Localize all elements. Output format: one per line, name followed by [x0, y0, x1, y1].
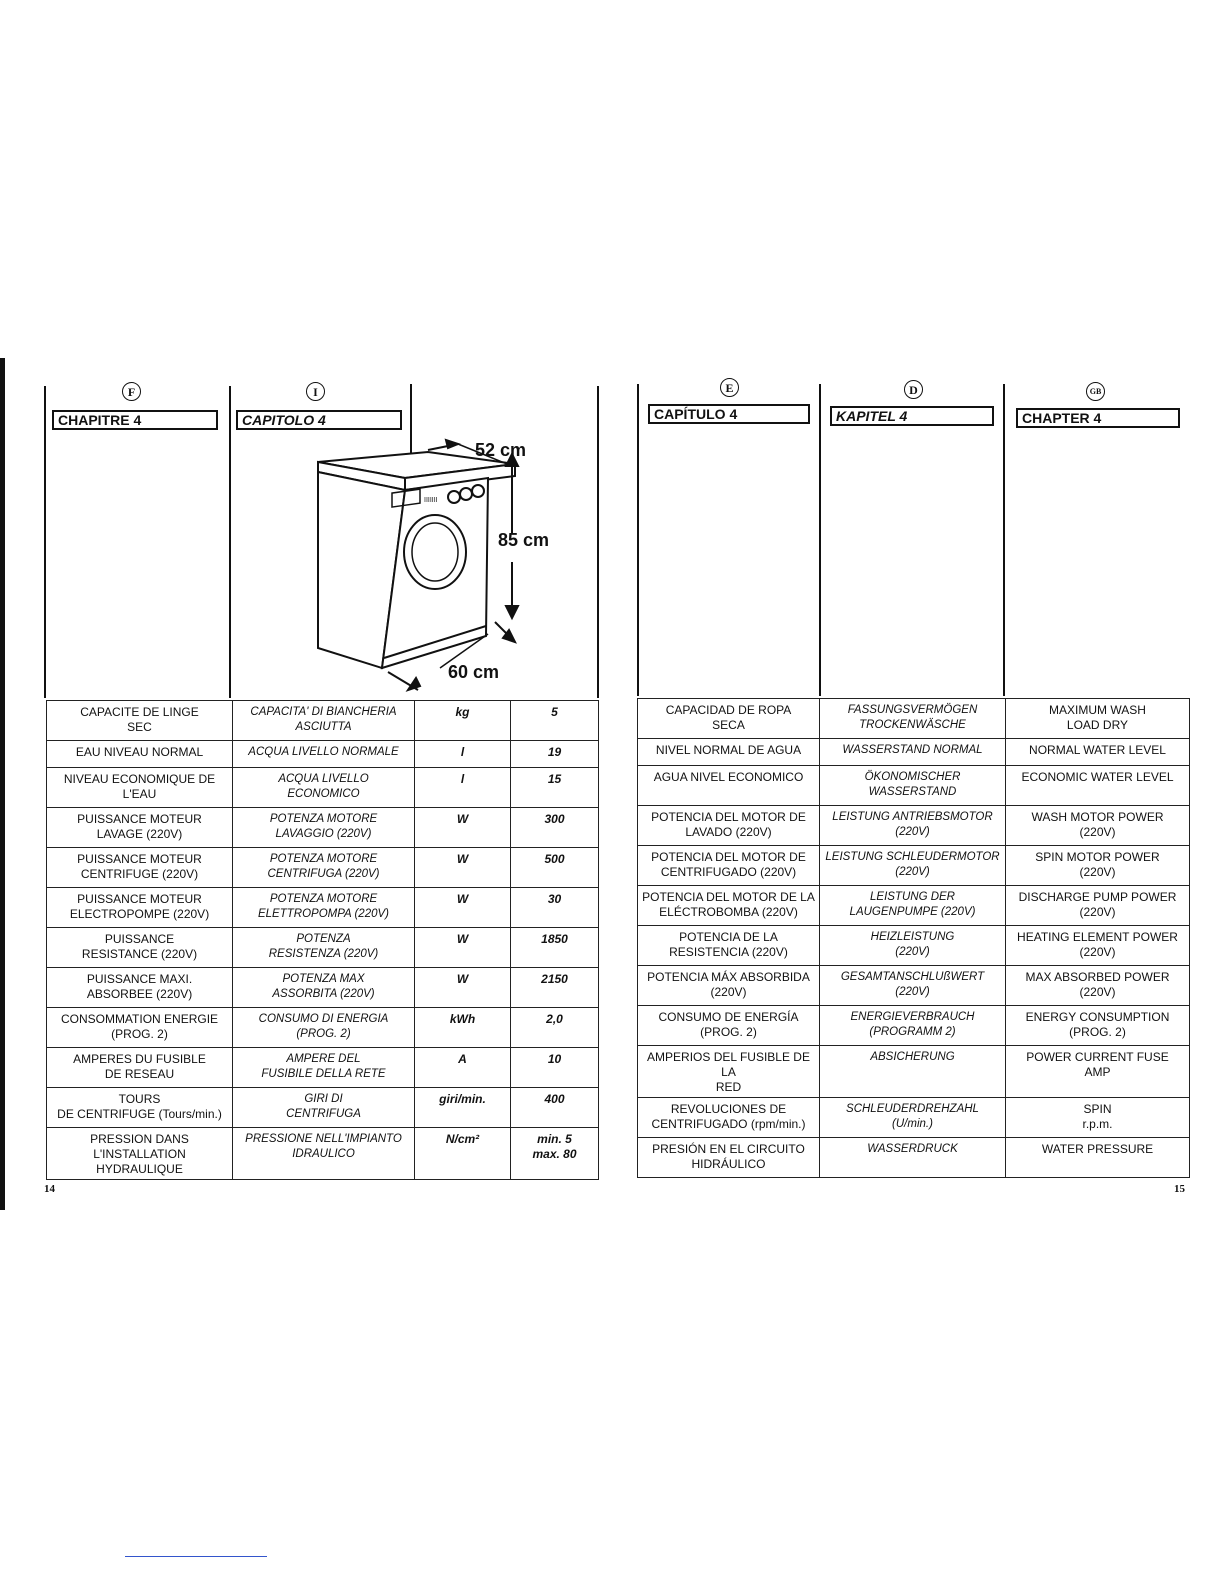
table-row — [638, 739, 1190, 766]
column-divider — [597, 386, 599, 698]
spec-label-en: WATER PRESSURE — [1006, 1138, 1190, 1178]
spec-label-de: ABSICHERUNG — [820, 1046, 1006, 1098]
table-row — [47, 848, 599, 888]
spec-label-de: ENERGIEVERBRAUCH (PROGRAMM 2) — [820, 1006, 1006, 1046]
column-divider — [819, 384, 821, 696]
spec-label-es: POTENCIA DE LA RESISTENCIA (220V) — [638, 926, 820, 966]
spec-label-fr: CONSOMMATION ENERGIE (PROG. 2) — [47, 1008, 233, 1048]
spec-label-es: AMPERIOS DEL FUSIBLE DE LA RED — [638, 1046, 820, 1098]
spec-label-de: LEISTUNG SCHLEUDERMOTOR (220V) — [820, 846, 1006, 886]
spec-label-de: LEISTUNG DER LAUGENPUMPE (220V) — [820, 886, 1006, 926]
spec-label-en: HEATING ELEMENT POWER (220V) — [1006, 926, 1190, 966]
chapter-title-gb: CHAPTER 4 — [1016, 408, 1180, 428]
spec-value: 2,0 — [511, 1008, 599, 1048]
spec-unit: W — [415, 928, 511, 968]
spec-value: 300 — [511, 808, 599, 848]
lang-badge-it: I — [306, 382, 325, 401]
spec-label-fr: PUISSANCE MOTEUR LAVAGE (220V) — [47, 808, 233, 848]
spec-label-fr: NIVEAU ECONOMIQUE DE L'EAU — [47, 768, 233, 808]
spec-label-fr: PUISSANCE MAXI. ABSORBEE (220V) — [47, 968, 233, 1008]
spec-label-en: ECONOMIC WATER LEVEL — [1006, 766, 1190, 806]
spec-label-it: POTENZA RESISTENZA (220V) — [233, 928, 415, 968]
table-row — [47, 888, 599, 928]
page-number-right: 15 — [1174, 1183, 1185, 1195]
spec-label-de: HEIZLEISTUNG (220V) — [820, 926, 1006, 966]
spec-label-it: CONSUMO DI ENERGIA (PROG. 2) — [233, 1008, 415, 1048]
spec-label-en: POWER CURRENT FUSE AMP — [1006, 1046, 1190, 1098]
spec-unit: W — [415, 968, 511, 1008]
spec-label-en: DISCHARGE PUMP POWER (220V) — [1006, 886, 1190, 926]
spec-label-de: LEISTUNG ANTRIEBSMOTOR (220V) — [820, 806, 1006, 846]
spec-label-en: MAX ABSORBED POWER (220V) — [1006, 966, 1190, 1006]
spec-value: 30 — [511, 888, 599, 928]
spec-unit: kg — [415, 701, 511, 741]
footer-link-underline — [125, 1556, 267, 1557]
spec-label-de: WASSERDRUCK — [820, 1138, 1006, 1178]
spec-label-it: ACQUA LIVELLO NORMALE — [233, 741, 415, 768]
spec-label-it: GIRI DI CENTRIFUGA — [233, 1088, 415, 1128]
spec-unit: A — [415, 1048, 511, 1088]
spec-value: 5 — [511, 701, 599, 741]
table-row — [638, 926, 1190, 966]
table-row — [638, 1098, 1190, 1138]
table-row — [47, 1088, 599, 1128]
page-edge-bar — [0, 358, 5, 1210]
spec-label-en: NORMAL WATER LEVEL — [1006, 739, 1190, 766]
control-panel-label: IIIIIII — [424, 497, 438, 504]
lang-badge-gb: GB — [1086, 382, 1105, 401]
spec-label-de: SCHLEUDERDREHZAHL (U/min.) — [820, 1098, 1006, 1138]
table-row — [47, 928, 599, 968]
spec-value: 500 — [511, 848, 599, 888]
spec-label-fr: PRESSION DANS L'INSTALLATION HYDRAULIQUE — [47, 1128, 233, 1180]
spec-value: min. 5 max. 80 — [511, 1128, 599, 1180]
table-row — [47, 1048, 599, 1088]
dimension-depth-label: 52 cm — [475, 440, 527, 460]
spec-label-en: MAXIMUM WASH LOAD DRY — [1006, 699, 1190, 739]
spec-label-de: ÖKONOMISCHER WASSERSTAND — [820, 766, 1006, 806]
spec-unit: W — [415, 808, 511, 848]
spec-label-de: GESAMTANSCHLUßWERT (220V) — [820, 966, 1006, 1006]
spec-label-fr: PUISSANCE MOTEUR CENTRIFUGE (220V) — [47, 848, 233, 888]
lang-badge-fr: F — [122, 382, 141, 401]
table-row — [638, 1138, 1190, 1178]
table-row — [638, 699, 1190, 739]
spec-unit: kWh — [415, 1008, 511, 1048]
spec-label-es: PRESIÓN EN EL CIRCUITO HIDRÁULICO — [638, 1138, 820, 1178]
spec-label-de: FASSUNGSVERMÖGEN TROCKENWÄSCHE — [820, 699, 1006, 739]
spec-label-it: ACQUA LIVELLO ECONOMICO — [233, 768, 415, 808]
spec-label-en: WASH MOTOR POWER (220V) — [1006, 806, 1190, 846]
spec-value: 19 — [511, 741, 599, 768]
spec-label-it: POTENZA MOTORE ELETTROPOMPA (220V) — [233, 888, 415, 928]
spec-label-it: PRESSIONE NELL'IMPIANTO IDRAULICO — [233, 1128, 415, 1180]
chapter-title-de: KAPITEL 4 — [830, 406, 994, 426]
table-row — [638, 886, 1190, 926]
chapter-title-fr: CHAPITRE 4 — [52, 410, 218, 430]
table-row — [47, 741, 599, 768]
spec-value: 10 — [511, 1048, 599, 1088]
table-row — [638, 966, 1190, 1006]
dimension-width-label: 60 cm — [448, 662, 500, 682]
column-divider — [229, 386, 231, 698]
spec-label-fr: CAPACITE DE LINGE SEC — [47, 701, 233, 741]
chapter-title-es: CAPÍTULO 4 — [648, 404, 810, 424]
table-row — [47, 701, 599, 741]
spec-label-fr: PUISSANCE MOTEUR ELECTROPOMPE (220V) — [47, 888, 233, 928]
spec-value: 1850 — [511, 928, 599, 968]
column-divider — [44, 386, 46, 698]
spec-unit: N/cm² — [415, 1128, 511, 1180]
spec-label-fr: PUISSANCE RESISTANCE (220V) — [47, 928, 233, 968]
spec-label-it: CAPACITA' DI BIANCHERIA ASCIUTTA — [233, 701, 415, 741]
spec-label-it: POTENZA MOTORE LAVAGGIO (220V) — [233, 808, 415, 848]
spec-unit: l — [415, 768, 511, 808]
spec-unit: W — [415, 888, 511, 928]
spec-label-it: POTENZA MOTORE CENTRIFUGA (220V) — [233, 848, 415, 888]
table-row — [47, 808, 599, 848]
lang-badge-de: D — [904, 380, 923, 399]
spec-label-es: CONSUMO DE ENERGÍA (PROG. 2) — [638, 1006, 820, 1046]
spec-label-es: POTENCIA DEL MOTOR DE LA ELÉCTROBOMBA (220V) — [638, 886, 820, 926]
spec-unit: l — [415, 741, 511, 768]
spec-label-fr: AMPERES DU FUSIBLE DE RESEAU — [47, 1048, 233, 1088]
spec-label-en: SPIN MOTOR POWER (220V) — [1006, 846, 1190, 886]
spec-label-es: CAPACIDAD DE ROPA SECA — [638, 699, 820, 739]
table-row — [47, 968, 599, 1008]
specs-table-right — [637, 698, 1190, 1178]
spec-value: 2150 — [511, 968, 599, 1008]
spec-label-de: WASSERSTAND NORMAL — [820, 739, 1006, 766]
spec-label-en: ENERGY CONSUMPTION (PROG. 2) — [1006, 1006, 1190, 1046]
table-row — [638, 806, 1190, 846]
dimension-height-label: 85 cm — [498, 530, 550, 550]
table-row — [47, 1128, 599, 1180]
table-row — [638, 846, 1190, 886]
spec-label-es: REVOLUCIONES DE CENTRIFUGADO (rpm/min.) — [638, 1098, 820, 1138]
spec-value: 15 — [511, 768, 599, 808]
spec-label-it: AMPERE DEL FUSIBILE DELLA RETE — [233, 1048, 415, 1088]
spec-label-en: SPIN r.p.m. — [1006, 1098, 1190, 1138]
washing-machine-diagram — [300, 432, 570, 700]
table-row — [638, 1046, 1190, 1098]
spec-label-it: POTENZA MAX ASSORBITA (220V) — [233, 968, 415, 1008]
page-number-left: 14 — [44, 1183, 55, 1195]
spec-unit: giri/min. — [415, 1088, 511, 1128]
spec-label-es: POTENCIA DEL MOTOR DE LAVADO (220V) — [638, 806, 820, 846]
table-row — [47, 1008, 599, 1048]
spec-unit: W — [415, 848, 511, 888]
lang-badge-es: E — [720, 378, 739, 397]
column-divider — [637, 384, 639, 696]
specs-table-left — [46, 700, 599, 1180]
spec-label-es: POTENCIA DEL MOTOR DE CENTRIFUGADO (220V) — [638, 846, 820, 886]
chapter-title-it: CAPITOLO 4 — [236, 410, 402, 430]
table-row — [638, 766, 1190, 806]
spec-label-es: NIVEL NORMAL DE AGUA — [638, 739, 820, 766]
spec-label-es: POTENCIA MÁX ABSORBIDA (220V) — [638, 966, 820, 1006]
spec-label-es: AGUA NIVEL ECONOMICO — [638, 766, 820, 806]
spec-label-fr: TOURS DE CENTRIFUGE (Tours/min.) — [47, 1088, 233, 1128]
table-row — [638, 1006, 1190, 1046]
spec-value: 400 — [511, 1088, 599, 1128]
column-divider — [1003, 384, 1005, 696]
spec-label-fr: EAU NIVEAU NORMAL — [47, 741, 233, 768]
table-row — [47, 768, 599, 808]
